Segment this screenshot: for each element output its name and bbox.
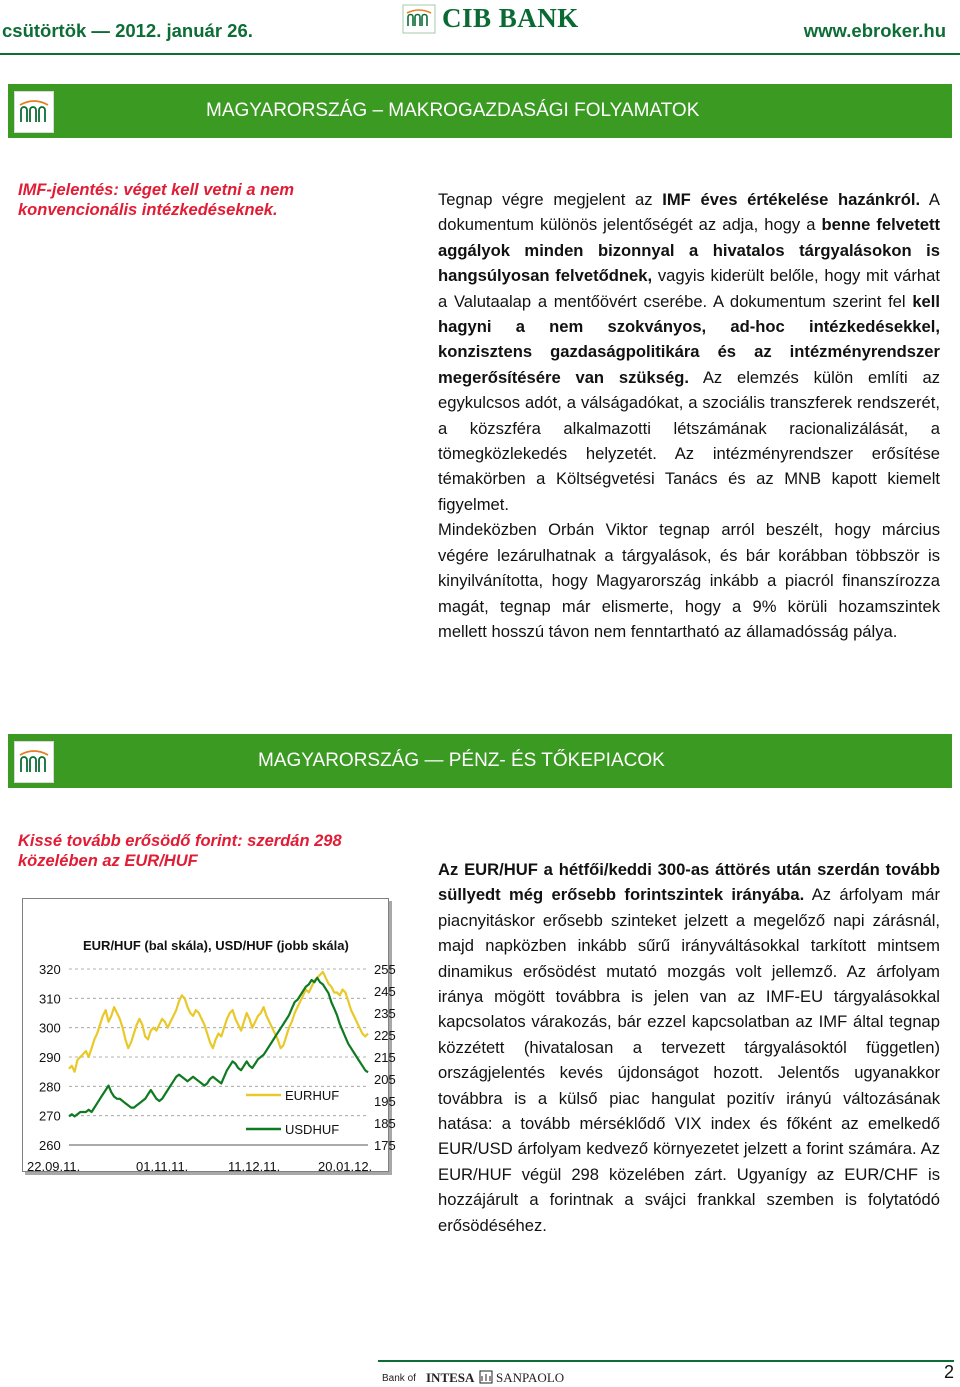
header-url[interactable]: www.ebroker.hu (803, 20, 946, 41)
text-run: Tegnap végre megjelent az (438, 190, 663, 209)
y-right-tick-label: 205 (374, 1072, 396, 1087)
bold-text-run: kell hagyni a nem szokványos, ad-hoc intézkedésekkel, konzisztens gazdaságpolitikára és az intézményrendszer megerősítésére van szükség. (438, 291, 940, 387)
y-right-tick-label: 195 (374, 1094, 396, 1109)
side-heading: IMF-jelentés: véget kell vetni a nem konvencionális intézkedéseknek. (18, 181, 295, 219)
text-run: Az árfolyam már piacnyitáskor erősebb szinteket jelzett a megelőző napi zárásnál, majd napközben inkább sűrű irányváltásokkal tarkított mintsem dinamikus erősödést mutató mozgás volt jellemző. Az árfolyam iránya mögött továbbra is jelen van az IMF-EU tárgyalásokkal kapcsolatos várakozás, bár ezzel kapcsolatban az IMF által tegnap közzétett (hivatalosan a tervezett tárgyalásoktól független) országjelentés kevés újdonságot hozott. Jelentős ugyanakkor továbbra is a külső piac hangulat pozitív irányú változásának hatása: a tovább mérséklődő VIX index és főként az emelkedő EUR/USD árfolyam kedvező környezetet jelzett a forint számára. Az EUR/HUF végül 298 közelében zárt. Ugyanígy az EUR/CHF is hozzájárult a forintnak a svájci frankkal szemben is folytatódó erősödéséhez. (438, 885, 940, 1235)
bold-text-run: Az EUR/HUF a hétfői/keddi 300-as áttörés után szerdán tovább süllyedt még erősebb forintszintek irányába. (438, 860, 940, 905)
banner-logo-icon (14, 91, 54, 133)
text-run: vagyis kiderült belőle, hogy mit várhat a Valutaalap a mentőövért cserébe. A dokumentum szerint fel (438, 266, 940, 311)
section-banner-macro (8, 84, 952, 138)
cib-logo-icon (402, 4, 436, 34)
section-title: MAGYARORSZÁG — PÉNZ- ÉS TŐKEPIACOK (258, 750, 665, 771)
y-right-tick-label: 215 (374, 1050, 396, 1065)
y-left-tick-label: 320 (39, 962, 61, 977)
text-run: A dokumentum különös jelentőségét az adja, hogy a (438, 190, 940, 235)
bold-text-run: IMF éves értékelése hazánkról. (662, 190, 921, 209)
section-title: MAGYARORSZÁG – MAKROGAZDASÁGI FOLYAMATOK (206, 100, 700, 121)
svg-text:Bank of: Bank of (382, 1373, 416, 1384)
paragraph (438, 187, 940, 517)
y-right-tick-label: 175 (374, 1138, 396, 1153)
paragraph (438, 857, 940, 1238)
y-left-tick-label: 280 (39, 1079, 61, 1095)
chart-title: EUR/HUF (bal skála), USD/HUF (jobb skála) (83, 938, 349, 953)
article-body (438, 187, 940, 644)
page-number: 2 (943, 1362, 954, 1382)
x-tick-label: 20.01.12. (318, 1159, 373, 1174)
y-left-tick-label: 310 (39, 991, 61, 1007)
x-tick-label: 11.12.11. (228, 1159, 281, 1174)
legend-label: USDHUF (285, 1122, 340, 1137)
y-right-tick-label: 225 (374, 1028, 396, 1043)
y-right-tick-label: 255 (374, 962, 396, 977)
header-divider (0, 53, 960, 55)
section-banner-markets (8, 734, 952, 788)
side-heading: Kissé tovább erősödő forint: szerdán 298 közelében az EUR/HUF (18, 832, 342, 870)
article-body (438, 857, 940, 1238)
y-right-tick-label: 235 (374, 1006, 396, 1021)
bank-logo-text: CIB BANK (442, 3, 579, 33)
footer-divider (378, 1360, 954, 1362)
svg-text:INTESA: INTESA (426, 1370, 475, 1385)
header-date: csütörtök — 2012. január 26. (2, 20, 253, 41)
y-left-tick-label: 300 (39, 1020, 61, 1036)
x-tick-label: 01.11.11. (136, 1159, 189, 1174)
text-run: Az elemzés külön említi az egykulcsos adót, a válságadókat, a szociális transzferek rendszerét, a közszféra alkalmazotti létszámának racionalizálását, a tömegközlekedés helyzetét. Az intézményrendszer erősítése témakörben a Költségvetési Tanács és az MNB kapott kiemelt figyelmet. (438, 367, 940, 514)
banner-logo-icon (14, 741, 54, 783)
y-left-tick-label: 290 (39, 1050, 61, 1065)
y-right-tick-label: 185 (374, 1116, 396, 1131)
paragraph (438, 517, 940, 644)
y-left-tick-label: 260 (39, 1138, 61, 1153)
bold-text-run: benne felvetett aggályok minden bizonnyal a hivatalos tárgyalásokon is hangsúlyosan felvetődnek, (438, 215, 940, 286)
intesa-sanpaolo-logo-icon (382, 1369, 565, 1385)
text-run: Mindeközben Orbán Viktor tegnap arról beszélt, hogy március végére lezárulhatnak a tárgyalások, és bár korábban többször is kinyilvánította, hogy Magyarország inkább a piacról finanszírozza magát, tegnap már elismerte, hogy a 9% körüli hozamszintek mellett hosszú távon nem fenntartható az államadósság pálya. (438, 520, 940, 641)
fx-chart-svg (23, 899, 396, 1174)
y-left-tick-label: 270 (39, 1108, 61, 1124)
legend-label: EURHUF (285, 1088, 340, 1103)
svg-text:SANPAOLO: SANPAOLO (496, 1370, 565, 1385)
fx-chart (22, 898, 396, 1174)
x-tick-label: 22.09.11. (27, 1159, 81, 1174)
y-right-tick-label: 245 (374, 984, 396, 999)
